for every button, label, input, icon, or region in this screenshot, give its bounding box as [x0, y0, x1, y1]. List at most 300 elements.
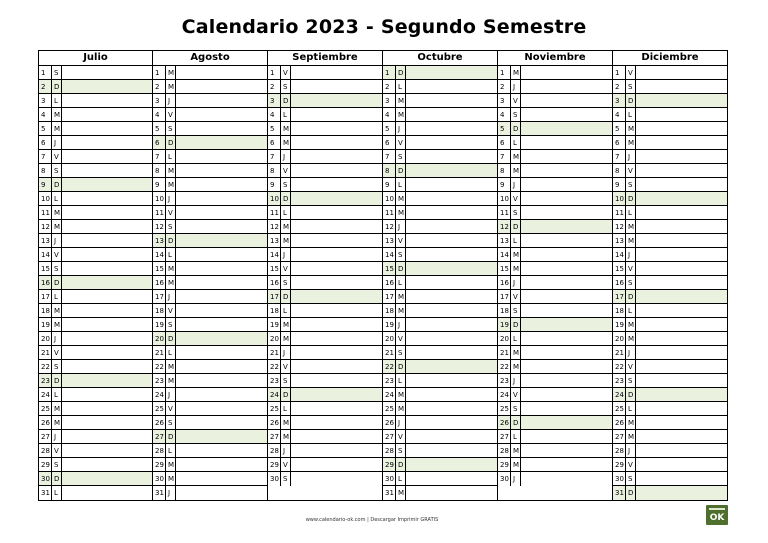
month-header: Julio — [39, 51, 152, 66]
note-space — [521, 248, 612, 261]
day-number: 8 — [268, 164, 281, 177]
weekday-letter: M — [281, 220, 291, 233]
day-row — [268, 276, 382, 290]
weekday-letter: L — [396, 276, 406, 289]
weekday-letter: J — [511, 276, 521, 289]
day-row — [268, 80, 382, 94]
note-space — [62, 472, 152, 485]
day-number: 2 — [498, 80, 511, 93]
weekday-letter: S — [166, 318, 176, 331]
weekday-letter: L — [626, 402, 636, 415]
day-number: 2 — [39, 80, 52, 93]
weekday-letter: M — [52, 206, 62, 219]
note-space — [406, 136, 497, 149]
month-column — [613, 50, 728, 501]
day-row — [498, 332, 612, 346]
day-row — [498, 122, 612, 136]
day-row — [383, 108, 497, 122]
day-row — [39, 192, 152, 206]
day-number: 28 — [613, 444, 626, 457]
day-number: 27 — [39, 430, 52, 443]
day-number: 12 — [39, 220, 52, 233]
day-number: 29 — [153, 458, 166, 471]
day-number: 21 — [153, 346, 166, 359]
weekday-letter: M — [166, 80, 176, 93]
day-row — [613, 276, 727, 290]
day-row — [383, 388, 497, 402]
note-space — [176, 164, 267, 177]
day-number: 17 — [613, 290, 626, 303]
day-number: 28 — [153, 444, 166, 457]
day-row — [498, 374, 612, 388]
note-space — [406, 374, 497, 387]
note-space — [176, 304, 267, 317]
day-number: 16 — [613, 276, 626, 289]
day-number: 10 — [268, 192, 281, 205]
note-space — [176, 290, 267, 303]
weekday-letter: J — [52, 234, 62, 247]
day-row — [153, 262, 267, 276]
note-space — [406, 290, 497, 303]
day-number: 23 — [498, 374, 511, 387]
note-space — [636, 136, 727, 149]
note-space — [176, 122, 267, 135]
note-space — [406, 262, 497, 275]
weekday-letter: V — [281, 164, 291, 177]
note-space — [291, 430, 382, 443]
day-row — [383, 360, 497, 374]
day-number: 18 — [268, 304, 281, 317]
note-space — [62, 178, 152, 191]
note-space — [406, 248, 497, 261]
note-space — [176, 360, 267, 373]
day-row — [268, 108, 382, 122]
weekday-letter: J — [396, 220, 406, 233]
note-space — [62, 80, 152, 93]
day-row — [268, 122, 382, 136]
note-space — [291, 346, 382, 359]
note-space — [62, 136, 152, 149]
note-space — [176, 332, 267, 345]
day-row — [498, 262, 612, 276]
weekday-letter: M — [396, 206, 406, 219]
day-row — [613, 108, 727, 122]
note-space — [291, 192, 382, 205]
note-space — [62, 206, 152, 219]
weekday-letter: D — [396, 262, 406, 275]
note-space — [521, 262, 612, 275]
day-row — [39, 374, 152, 388]
day-row — [498, 416, 612, 430]
day-number: 3 — [498, 94, 511, 107]
note-space — [636, 122, 727, 135]
day-number: 22 — [153, 360, 166, 373]
weekday-letter: V — [626, 66, 636, 79]
weekday-letter: D — [52, 80, 62, 93]
day-row — [613, 262, 727, 276]
day-row — [383, 304, 497, 318]
day-row — [153, 276, 267, 290]
day-row — [498, 164, 612, 178]
day-number: 16 — [383, 276, 396, 289]
day-number: 13 — [39, 234, 52, 247]
weekday-letter: M — [52, 220, 62, 233]
weekday-letter: M — [281, 136, 291, 149]
day-row — [613, 318, 727, 332]
weekday-letter: M — [511, 360, 521, 373]
weekday-letter: J — [281, 444, 291, 457]
day-number: 15 — [383, 262, 396, 275]
note-space — [176, 108, 267, 121]
day-number: 11 — [498, 206, 511, 219]
day-number: 2 — [383, 80, 396, 93]
note-space — [636, 346, 727, 359]
note-space — [406, 318, 497, 331]
day-number: 28 — [268, 444, 281, 457]
day-row — [39, 444, 152, 458]
note-space — [291, 262, 382, 275]
day-row — [268, 220, 382, 234]
weekday-letter: J — [511, 374, 521, 387]
weekday-letter: J — [166, 192, 176, 205]
day-number: 24 — [498, 388, 511, 401]
weekday-letter: M — [626, 318, 636, 331]
weekday-letter: L — [626, 108, 636, 121]
day-row — [498, 178, 612, 192]
day-number: 21 — [383, 346, 396, 359]
day-number: 25 — [383, 402, 396, 415]
day-number: 22 — [383, 360, 396, 373]
day-row — [613, 304, 727, 318]
weekday-letter: M — [396, 192, 406, 205]
day-row — [613, 66, 727, 80]
weekday-letter: V — [396, 332, 406, 345]
day-row — [268, 66, 382, 80]
day-number: 24 — [383, 388, 396, 401]
day-number: 13 — [153, 234, 166, 247]
day-number: 8 — [39, 164, 52, 177]
day-number: 1 — [39, 66, 52, 79]
day-row — [39, 486, 152, 500]
weekday-letter: M — [52, 122, 62, 135]
day-row — [383, 430, 497, 444]
day-number: 18 — [39, 304, 52, 317]
day-number: 5 — [383, 122, 396, 135]
note-space — [291, 416, 382, 429]
note-space — [406, 416, 497, 429]
day-row — [39, 416, 152, 430]
day-number: 7 — [153, 150, 166, 163]
day-row — [613, 444, 727, 458]
note-space — [291, 220, 382, 233]
note-space — [406, 346, 497, 359]
note-space — [636, 192, 727, 205]
day-number: 4 — [153, 108, 166, 121]
day-number: 26 — [268, 416, 281, 429]
weekday-letter: M — [281, 332, 291, 345]
note-space — [62, 304, 152, 317]
note-space — [521, 220, 612, 233]
day-number: 15 — [498, 262, 511, 275]
note-space — [176, 276, 267, 289]
day-number: 4 — [383, 108, 396, 121]
weekday-letter: V — [52, 346, 62, 359]
note-space — [636, 66, 727, 79]
weekday-letter: M — [396, 108, 406, 121]
note-space — [521, 346, 612, 359]
weekday-letter: S — [52, 360, 62, 373]
day-number: 17 — [498, 290, 511, 303]
weekday-letter: V — [281, 262, 291, 275]
weekday-letter: V — [281, 360, 291, 373]
weekday-letter: L — [52, 290, 62, 303]
day-number: 7 — [383, 150, 396, 163]
weekday-letter: V — [166, 304, 176, 317]
note-space — [291, 388, 382, 401]
day-number: 4 — [498, 108, 511, 121]
day-number: 27 — [268, 430, 281, 443]
weekday-letter: L — [396, 472, 406, 485]
day-number: 29 — [613, 458, 626, 471]
weekday-letter: L — [511, 136, 521, 149]
day-number: 29 — [498, 458, 511, 471]
day-number: 29 — [383, 458, 396, 471]
note-space — [406, 164, 497, 177]
day-row — [268, 346, 382, 360]
day-row — [383, 346, 497, 360]
day-row — [613, 206, 727, 220]
weekday-letter: M — [52, 108, 62, 121]
day-row — [383, 80, 497, 94]
note-space — [291, 150, 382, 163]
weekday-letter: D — [511, 416, 521, 429]
day-number: 5 — [613, 122, 626, 135]
weekday-letter: M — [166, 458, 176, 471]
weekday-letter: M — [166, 276, 176, 289]
weekday-letter: J — [511, 80, 521, 93]
note-space — [521, 234, 612, 247]
weekday-letter: L — [626, 304, 636, 317]
month-header: Agosto — [153, 51, 267, 66]
weekday-letter: D — [626, 388, 636, 401]
month-header: Octubre — [383, 51, 497, 66]
weekday-letter: D — [396, 360, 406, 373]
day-number: 6 — [39, 136, 52, 149]
day-row — [498, 304, 612, 318]
day-number: 7 — [613, 150, 626, 163]
note-space — [636, 108, 727, 121]
day-number: 14 — [613, 248, 626, 261]
weekday-letter: V — [511, 192, 521, 205]
day-number: 31 — [39, 486, 52, 500]
day-row — [383, 290, 497, 304]
weekday-letter: D — [52, 472, 62, 485]
day-number: 10 — [153, 192, 166, 205]
day-number: 19 — [383, 318, 396, 331]
day-row — [498, 80, 612, 94]
note-space — [62, 444, 152, 457]
day-number: 12 — [268, 220, 281, 233]
weekday-letter: M — [281, 318, 291, 331]
day-row — [268, 178, 382, 192]
day-number: 9 — [498, 178, 511, 191]
day-row — [39, 150, 152, 164]
day-number: 19 — [153, 318, 166, 331]
day-row — [268, 150, 382, 164]
day-number: 10 — [39, 192, 52, 205]
day-row — [39, 206, 152, 220]
weekday-letter: L — [52, 192, 62, 205]
day-row — [613, 136, 727, 150]
day-number: 11 — [383, 206, 396, 219]
day-number: 6 — [153, 136, 166, 149]
note-space — [176, 150, 267, 163]
weekday-letter: M — [396, 290, 406, 303]
month-header: Septiembre — [268, 51, 382, 66]
day-row — [153, 444, 267, 458]
day-number: 13 — [268, 234, 281, 247]
weekday-letter: M — [396, 94, 406, 107]
note-space — [521, 192, 612, 205]
weekday-letter: L — [166, 150, 176, 163]
weekday-letter: J — [52, 332, 62, 345]
day-number: 12 — [613, 220, 626, 233]
weekday-letter: S — [511, 206, 521, 219]
weekday-letter: S — [281, 80, 291, 93]
note-space — [176, 318, 267, 331]
day-row — [498, 206, 612, 220]
day-row — [383, 262, 497, 276]
day-number: 26 — [613, 416, 626, 429]
weekday-letter: M — [626, 122, 636, 135]
day-row — [39, 234, 152, 248]
day-number: 18 — [153, 304, 166, 317]
weekday-letter: L — [52, 94, 62, 107]
day-row — [153, 108, 267, 122]
note-space — [291, 374, 382, 387]
note-space — [62, 416, 152, 429]
note-space — [62, 248, 152, 261]
weekday-letter: D — [281, 94, 291, 107]
weekday-letter: V — [166, 402, 176, 415]
weekday-letter: M — [511, 262, 521, 275]
weekday-letter: M — [511, 444, 521, 457]
day-row — [383, 318, 497, 332]
day-row — [498, 290, 612, 304]
note-space — [62, 108, 152, 121]
weekday-letter: J — [281, 248, 291, 261]
weekday-letter: S — [281, 276, 291, 289]
weekday-letter: M — [626, 136, 636, 149]
note-space — [636, 402, 727, 415]
note-space — [291, 108, 382, 121]
weekday-letter: M — [281, 416, 291, 429]
weekday-letter: D — [626, 192, 636, 205]
note-space — [406, 234, 497, 247]
weekday-letter: M — [626, 234, 636, 247]
day-number: 23 — [613, 374, 626, 387]
weekday-letter: V — [626, 360, 636, 373]
day-row — [498, 248, 612, 262]
day-row — [613, 458, 727, 472]
day-row — [613, 388, 727, 402]
day-number: 1 — [498, 66, 511, 79]
day-number: 1 — [268, 66, 281, 79]
weekday-letter: S — [626, 178, 636, 191]
page-title: Calendario 2023 - Segundo Semestre — [181, 16, 587, 38]
weekday-letter: J — [626, 248, 636, 261]
day-row — [39, 178, 152, 192]
weekday-letter: D — [52, 276, 62, 289]
day-number: 22 — [498, 360, 511, 373]
day-row — [613, 346, 727, 360]
day-number: 25 — [153, 402, 166, 415]
weekday-letter: M — [626, 416, 636, 429]
day-row — [153, 94, 267, 108]
day-row — [383, 220, 497, 234]
day-row — [383, 192, 497, 206]
note-space — [521, 416, 612, 429]
day-row — [153, 472, 267, 486]
weekday-letter: S — [626, 374, 636, 387]
note-space — [291, 206, 382, 219]
day-row — [268, 374, 382, 388]
weekday-letter: M — [52, 304, 62, 317]
month-column — [153, 50, 268, 501]
weekday-letter: M — [511, 66, 521, 79]
weekday-letter: L — [511, 234, 521, 247]
note-space — [176, 416, 267, 429]
weekday-letter: M — [511, 150, 521, 163]
day-row — [613, 122, 727, 136]
note-space — [406, 486, 497, 500]
day-number: 22 — [39, 360, 52, 373]
day-row — [39, 318, 152, 332]
day-number: 26 — [383, 416, 396, 429]
weekday-letter: V — [166, 108, 176, 121]
weekday-letter: V — [52, 248, 62, 261]
day-number: 27 — [383, 430, 396, 443]
day-row — [383, 164, 497, 178]
day-number: 30 — [153, 472, 166, 485]
weekday-letter: L — [396, 374, 406, 387]
weekday-letter: L — [396, 178, 406, 191]
note-space — [521, 122, 612, 135]
day-row — [153, 80, 267, 94]
day-number: 5 — [39, 122, 52, 135]
day-row — [39, 94, 152, 108]
day-number: 19 — [613, 318, 626, 331]
day-row — [39, 164, 152, 178]
day-row — [39, 122, 152, 136]
day-number: 29 — [39, 458, 52, 471]
day-row — [39, 472, 152, 486]
weekday-letter: J — [626, 444, 636, 457]
day-number: 18 — [613, 304, 626, 317]
note-space — [62, 164, 152, 177]
day-number: 8 — [498, 164, 511, 177]
weekday-letter: J — [166, 290, 176, 303]
day-row — [613, 360, 727, 374]
note-space — [406, 206, 497, 219]
weekday-letter: V — [396, 234, 406, 247]
weekday-letter: V — [166, 206, 176, 219]
weekday-letter: J — [396, 122, 406, 135]
weekday-letter: L — [281, 402, 291, 415]
day-number: 3 — [383, 94, 396, 107]
day-row — [613, 486, 727, 500]
day-number: 7 — [268, 150, 281, 163]
